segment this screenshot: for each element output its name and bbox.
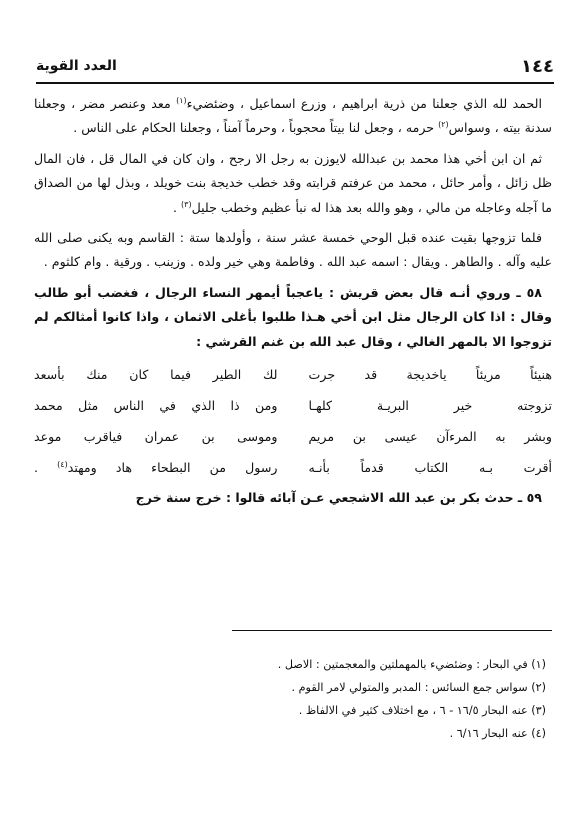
page-number: ١٤٤ — [521, 55, 554, 77]
poem-hemistich: هنيئاً مريئاً ياخديجة قد جرت — [308, 367, 552, 383]
footnote-4: (٤) عنه البحار ٦/١٦ . — [449, 727, 546, 740]
footnotes — [40, 653, 546, 745]
poem-verse-3 — [34, 422, 552, 453]
poem-verse-1 — [34, 360, 552, 391]
poem-hemistich: تزوجته خير البريـة كلهـا — [308, 398, 552, 414]
footnote-ref-3: (٣) — [181, 199, 192, 209]
footnote-2: (٢) سواس جمع السائس : المدبر والمتولي لامر القوم . — [291, 681, 546, 694]
footnote-3: (٣) عنه البحار ١٦/٥ - ٦ ، مع اختلاف كثير في الالفاظ . — [298, 704, 546, 717]
poem-hemistich-last: رسول من البطحاء هاد ومهتد$^{(٤)}$ . — [34, 460, 278, 476]
footnote-ref-4: (٤) — [57, 460, 68, 470]
main-text — [34, 92, 552, 516]
poem — [34, 360, 552, 484]
paragraph-2: ثم ان ابن أخي هذا محمد بن عبدالله لايوزن به رجل الا رجح ، وان كان في المال قل ، فان المال ظل زائل ، وأمر حائل ، محمد من عرفتم قرابته وقد خطب خديجة بنت خويلد ، وبذل لها من الصداق ما آجله وعاجله من مالي ، وهو والله بعد هذا له نبأ عظيم وخطب جليل$^{(٣)}$ . — [34, 150, 552, 215]
footnote-ref-2: (٢) — [438, 120, 449, 130]
poem-hemistich: ومن ذا الذي في الناس مثل محمد — [34, 398, 278, 414]
poem-hemistich: وبشر به المرءآن عيسى بن مريم — [308, 429, 552, 445]
poem-hemistich: لك الطير فيما كان منك بأسعد — [34, 367, 278, 383]
footnote-rule — [232, 630, 552, 631]
poem-verse-2 — [34, 391, 552, 422]
page-header — [36, 52, 554, 80]
poem-hemistich: وموسى بن عمران فياقرب موعد — [34, 429, 278, 445]
paragraph-1: الحمد لله الذي جعلنا من ذرية ابراهيم ، وزرع اسماعيل ، وضئضيء$^{(١)}$ معد وعنصر مضر ، وجعلنا سدنة بيته ، وسواس$^{(٢)}$ حرمه ، وجعل لنا بيتاً محجوباً ، وحرماً آمناً ، وجعلنا الحكام على الناس . — [34, 95, 552, 136]
footnote-1: (١) في البحار : وضئضيء بالمهملتين والمعجمتين : الاصل . — [277, 658, 546, 671]
paragraph-4: ٥٨ ـ وروي أنـه قال بعض قريش : ياعجباً أيمهر النساء الرجال ، فغضب أبو طالب وقال : اذا كان الرجال مثل ابن أخي هـذا طلبوا بأغلى الاثمان ، واذا كانوا أمثالكم لم تزوجوا الا بالمهر الغالي ، وقال عبد الله بن غنم القرشي : — [34, 284, 552, 349]
paragraph-3: فلما تزوجها بقيت عنده قبل الوحي خمسة عشر سنة ، وأولدها ستة : القاسم وبه يكنى صلى الله عليه وآله . والطاهر . ويقال : اسمه عبد الله . وفاطمة وهي خير ولده . وزينب . ورقية . وام كلثوم . — [34, 230, 552, 270]
poem-verse-4 — [34, 453, 552, 484]
header-rule — [36, 82, 554, 84]
poem-hemistich: أقرت بـه الكتاب قدماً بأنـه — [308, 460, 552, 476]
running-title: العدد القوية — [36, 58, 117, 74]
footnote-ref-1: (١) — [176, 95, 187, 105]
paragraph-5: ٥٩ ـ حدث بكر بن عبد الله الاشجعي عـن آبائه قالوا : خرج سنة خرج — [135, 490, 542, 506]
